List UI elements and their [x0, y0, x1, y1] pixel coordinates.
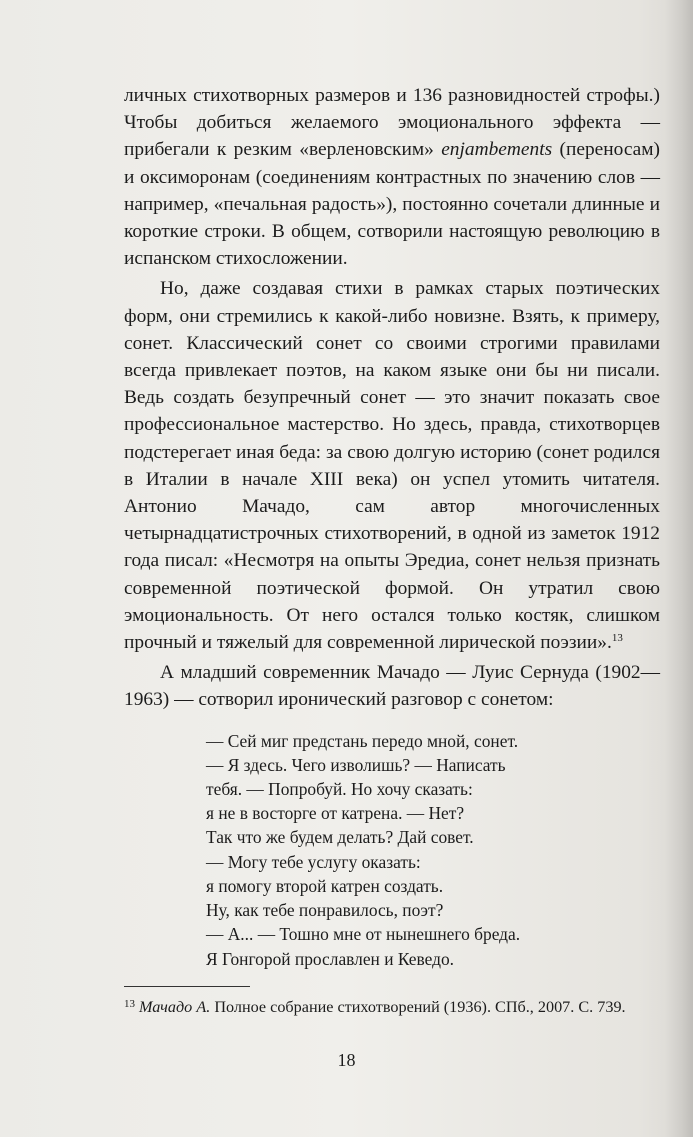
poem-line: Я Гонгорой прославлен и Кеведо.: [206, 948, 454, 969]
poem-line: я помогу второй катрен создать.: [206, 875, 444, 896]
poem-line: — Я здесь. Чего изволишь? — Написать: [206, 754, 506, 775]
sonnet-poem: [206, 729, 660, 971]
text-run: (переносам) и оксиморонам (соединениям контрастных по значению слов — например, «печальная радость»), постоянно сочетали длинные и короткие строки. В общем, сотворили настоящую революцию в испанском стихосложении.: [124, 139, 660, 270]
poem-line: — Могу тебе услугу оказать:: [206, 851, 421, 872]
page-edge-shadow: [665, 0, 693, 1137]
paragraphs: [124, 82, 660, 714]
text-run: личных стихотворных размеров и 136 разновидностей строфы.) Чтобы добиться желаемого эмоционального эффекта — прибегали к резким «верленовским»: [124, 85, 660, 161]
footnote-marker: 13: [124, 998, 135, 1010]
poem-line: тебя. — Попробуй. Но хочу сказать:: [206, 779, 473, 800]
emphasis: enjambements: [441, 139, 553, 161]
poem-line: Так что же будем делать? Дай совет.: [206, 827, 474, 848]
paragraph: [124, 659, 660, 713]
poem-line: я не в восторге от катрена. — Нет?: [206, 803, 465, 824]
footnote-divider: [124, 986, 250, 987]
poem-line: — Сей миг предстань передо мной, сонет.: [206, 730, 519, 751]
text-run: Но, даже создавая стихи в рамках старых поэтических форм, они стремились к какой-либо новизне. Взять, к примеру, сонет. Классический сонет со своими строгими правилами всегда привлекает поэтов, на каком языке они бы ни писали. Ведь создать безупречный сонет — это значит показать свое профессиональное мастерство. Но здесь, правда, стихотворцев подстерегает иная беда: за свою долгую историю (сонет родился в Италии в начале XIII века) он успел утомить читателя. Антонио Мачадо, сам автор многочисленных четырнадцатистрочных стихотворений, в одной из заметок 1912 года писал: «Несмотря на опыты Эредиа, сонет нельзя признать современной поэтической формой. Он утратил свою эмоциональность. От него остался только костяк, слишком прочный и тяжелый для современной лирической поэзии».: [124, 278, 660, 654]
footnote-ref: 13: [611, 632, 623, 645]
poem-line: — А... — Тошно мне от нынешнего бреда.: [206, 924, 521, 945]
poem-line: Ну, как тебе понравилось, поэт?: [206, 900, 444, 921]
page-number: 18: [337, 1050, 356, 1070]
footnote: [124, 996, 660, 1019]
paragraph: [124, 82, 660, 272]
paragraph: [124, 275, 660, 656]
footnote-text: Полное собрание стихотворений (1936). СПб., 2007. С. 739.: [210, 998, 626, 1016]
text-run: А младший современник Мачадо — Луис Сернуда (1902—1963) — сотворил иронический разговор с сонетом:: [124, 662, 660, 711]
footnote-author: Мачадо А.: [139, 998, 211, 1016]
main-text: [124, 82, 660, 971]
